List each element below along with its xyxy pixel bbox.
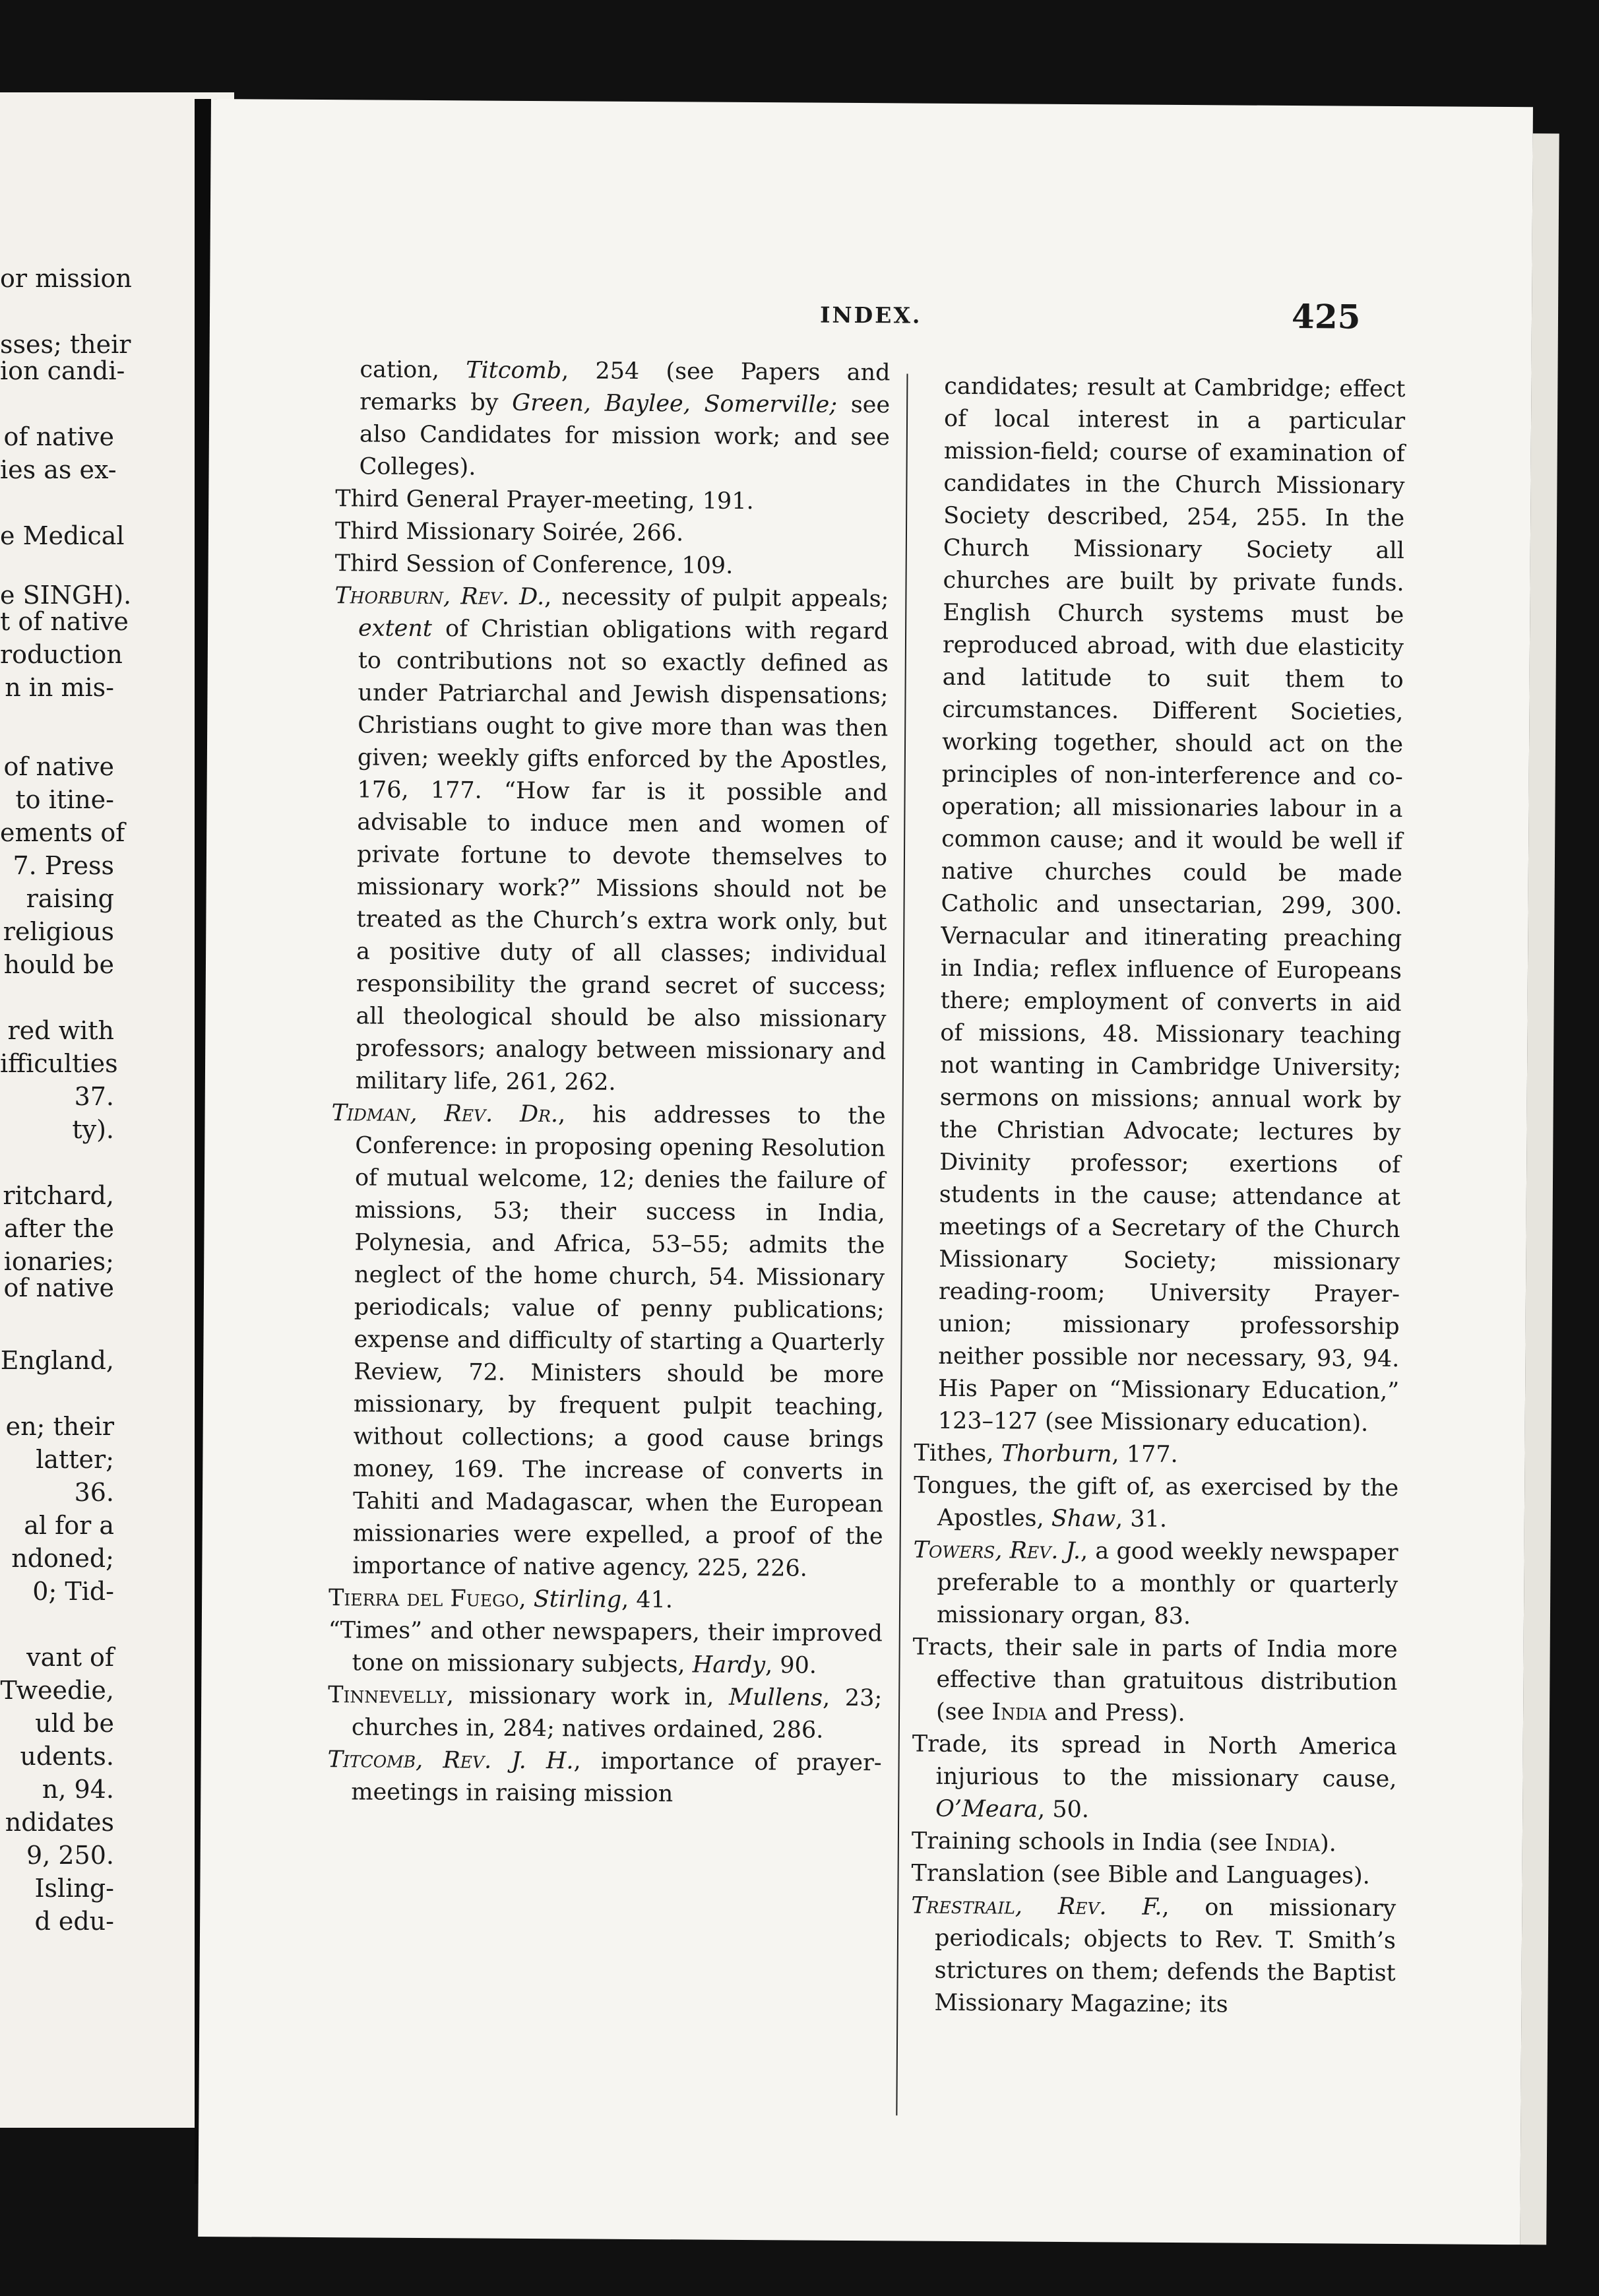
left-page-fragment: ifficulties <box>0 1049 118 1078</box>
index-entry: cation, Titcomb, 254 (see Papers and remarks by Green, Baylee, Somerville; see also Candidates for mission work; and see Colleges). <box>359 356 891 481</box>
index-entry: Tierra del Fuego, Stirling, 41. <box>329 1585 674 1614</box>
running-head: INDEX. <box>819 302 922 329</box>
left-page-fragment: after the <box>4 1214 114 1243</box>
index-entry: Towers, Rev. J., a good weekly newspaper preferable to a monthly or quarterly missionary organ, 83. <box>913 1537 1398 1630</box>
left-page-fragment: ritchard, <box>3 1181 114 1210</box>
left-page-fragment: or mission <box>0 264 132 293</box>
left-page-fragment: udents. <box>20 1742 114 1771</box>
column-rule <box>896 373 908 2115</box>
index-entry: Third Missionary Soirée, 266. <box>334 518 684 547</box>
index-entry: Third General Prayer-meeting, 191. <box>335 486 754 515</box>
left-page-fragment: red with <box>7 1016 114 1045</box>
left-page-fragment: d edu- <box>34 1907 114 1936</box>
left-page-fragment: en; their <box>5 1412 114 1441</box>
page-edge <box>1520 133 1559 2245</box>
index-entry: Thorburn, Rev. D., necessity of pulpit appeals; extent of Christian obligations with regard to contributions not so exactly defined as under Patriarchal and Jewish dispensations; Christians ought to give more than was then given; weekly gifts enforced by the Apostles, 176, 177. “How far is it possible and advisable to induce men and women of private fortune to devote themselves to missionary work?” Missions should not be treated as the Church’s extra work only, but a positive duty of all classes; individual responsibility the grand secret of success; all theological should be also missionary professors; analogy between missionary and military life, 261, 262. <box>334 583 889 1096</box>
left-page-fragment: hould be <box>3 950 114 979</box>
left-page-fragment: England, <box>0 1346 114 1375</box>
left-page-fragment: ty). <box>72 1115 114 1144</box>
index-entry: candidates; result at Cambridge; effect of local interest in a particular mission-field; course of examination of candidates in the Church Missionary Society described, 254, 255. In the Church Missionary Society all churches are built by private funds. English Church systems must be reproduced abroad, with due elasticity and latitude to suit them to circumstances. Different Societies, working together, should act on the principles of non-interference and co-operation; all missionaries labour in a common cause; and it would be well if native churches could be made Catholic and unsectarian, 299, 300. Vernacular and itinerating preaching in India; reflex influence of Europeans there; employment of converts in aid of missions, 48. Missionary teaching not wanting in Cambridge University; sermons on missions; annual work by the Christian Advocate; lectures by Divinity professor; exertions of students in the cause; attendance at meetings of a Secretary of the Church Missionary Society; missionary reading-room; University Prayer-union; missionary professorship neither possible nor necessary, 93, 94. His Paper on “Missionary Education,” 123–127 (see Missionary education). <box>937 373 1406 1437</box>
left-page-fragment: roduction <box>0 640 123 669</box>
page-number: 425 <box>1291 297 1361 336</box>
left-page-fragment: ies as ex- <box>0 455 117 484</box>
left-page-fragment: Tweedie, <box>0 1676 114 1705</box>
left-page-fragment: to itine- <box>15 785 114 814</box>
left-page-fragment: ndoned; <box>11 1544 114 1573</box>
index-entry: Tinnevelly, missionary work in, Mullens, 23; churches in, 284; natives ordained, 286. <box>328 1682 883 1744</box>
left-page-fragment: vant of <box>26 1643 114 1672</box>
left-page-fragment: of native <box>3 422 114 451</box>
left-page-fragment: t of native <box>0 607 129 636</box>
left-page-fragment: of native <box>3 752 114 781</box>
index-entry: Tongues, the gift of, as exercised by the Apostles, Shaw, 31. <box>914 1472 1399 1533</box>
left-page-fragment: ionaries; <box>3 1247 114 1276</box>
left-page-fragment: religious <box>3 917 114 946</box>
left-page-fragment: al for a <box>24 1511 114 1540</box>
index-entry: Third Session of Conference, 109. <box>334 550 734 579</box>
left-page-fragment: 37. <box>74 1082 114 1111</box>
left-page-fragment: e SINGH). <box>0 581 132 610</box>
left-page-fragment: 36. <box>74 1478 114 1507</box>
index-entry: Tracts, their sale in parts of India more effective than gratuitous distribution (see India and Press). <box>912 1634 1398 1727</box>
index-column-left <box>327 354 890 1812</box>
index-entry: Titcomb, Rev. J. H., importance of prayer-meetings in raising mission <box>327 1746 882 1808</box>
left-page-fragment: 9, 250. <box>26 1841 114 1870</box>
index-column-right <box>910 371 1405 2022</box>
right-page <box>198 99 1533 2245</box>
left-page-fragment: n, 94. <box>42 1775 114 1804</box>
left-page-fragment: sses; their <box>0 330 131 359</box>
index-entry: Tithes, Thorburn, 177. <box>914 1440 1178 1468</box>
left-page-fragment: Isling- <box>34 1874 114 1903</box>
left-page-fragment: ndidates <box>5 1808 114 1837</box>
left-page-fragment: of native <box>3 1273 114 1302</box>
index-entry: “Times” and other newspapers, their improved tone on missionary subjects, Hardy, 90. <box>328 1617 883 1679</box>
left-page-fragment: latter; <box>36 1445 114 1474</box>
left-page-fragment: 7. Press <box>13 851 114 880</box>
left-page-fragment: n in mis- <box>5 673 114 702</box>
left-page-fragment: ion candi- <box>0 356 125 385</box>
left-page-fragment: uld be <box>35 1709 114 1738</box>
left-page-fragment: raising <box>26 884 114 913</box>
index-entry: Training schools in India (see India). <box>911 1828 1336 1857</box>
left-page-fragment: e Medical <box>0 521 125 550</box>
index-entry: Translation (see Bible and Languages). <box>911 1860 1370 1890</box>
index-entry: Trade, its spread in North America injurious to the missionary cause, O’Meara, 50. <box>912 1731 1397 1824</box>
left-page-fragment: 0; Tid- <box>32 1577 114 1606</box>
index-entry: Trestrail, Rev. F., on missionary periodicals; objects to Rev. T. Smith’s strictures on them; defends the Baptist Missionary Magazine; its <box>911 1892 1396 2018</box>
left-page-fragment: ements of <box>0 818 125 847</box>
index-entry: Tidman, Rev. Dr., his addresses to the Conference: in proposing opening Resolution of mutual welcome, 12; denies the failure of missions, 53; their success in India, Polynesia, and Africa, 53–55; admits the neglect of the home church, 54. Missionary periodicals; value of penny publications; expense and difficulty of starting a Quarterly Review, 72. Ministers should be more missionary, by frequent pulpit teaching, without collections; a good cause brings money, 169. The increase of converts in Tahiti and Madagascar, when the European missionaries were expelled, a proof of the importance of native agency, 225, 226. <box>331 1100 886 1582</box>
